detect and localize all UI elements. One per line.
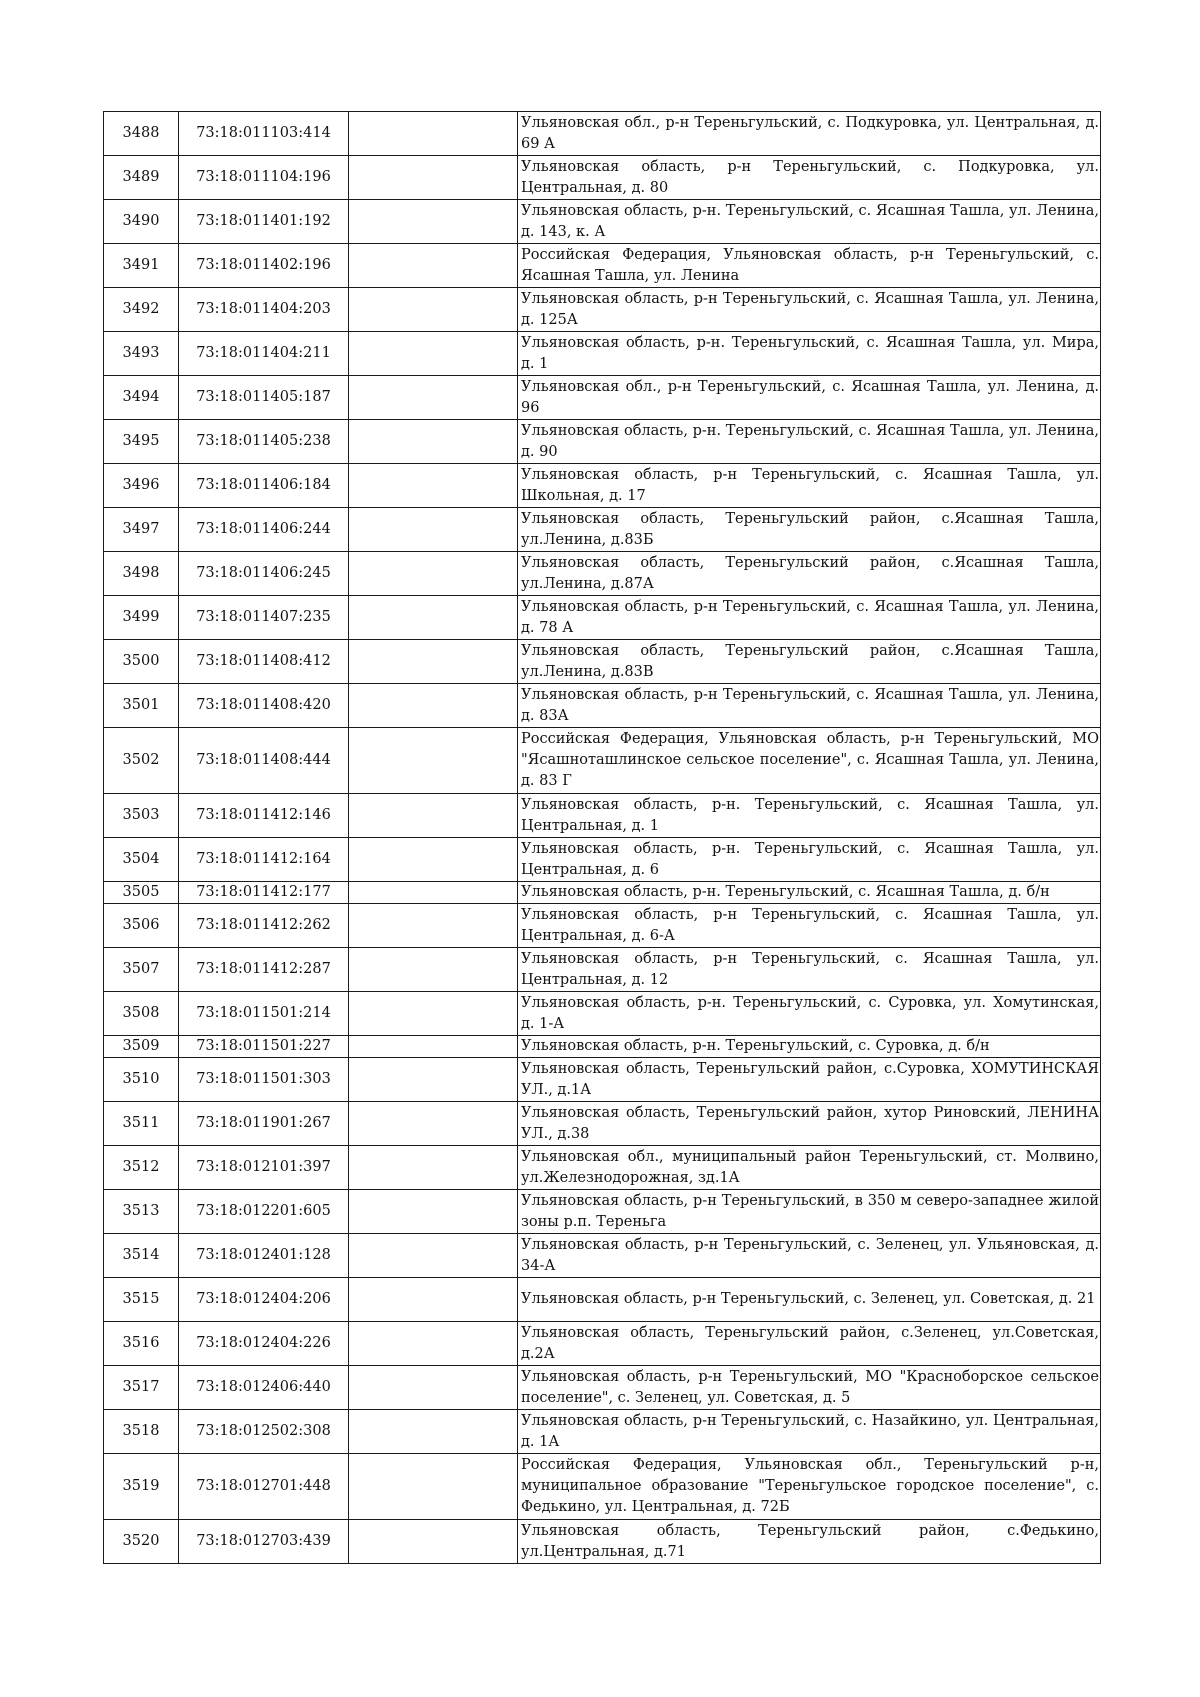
row-number-cell: 3499 [104,596,179,640]
address-cell [518,838,1101,882]
cadastral-number-cell: 73:18:011401:192 [179,200,349,244]
table-row [104,1058,1101,1102]
table-row [104,332,1101,376]
cadastral-number-cell: 73:18:011405:187 [179,376,349,420]
cadastral-number-cell: 73:18:011408:412 [179,640,349,684]
row-number-cell: 3495 [104,420,179,464]
table-row [104,1190,1101,1234]
row-number-cell: 3496 [104,464,179,508]
empty-cell [349,1454,518,1520]
address-cell [518,112,1101,156]
cadastral-number-cell: 73:18:011104:196 [179,156,349,200]
address-text: Ульяновская область, Тереньгульский район, с.Ясашная Ташла, ул.Ленина, д.83Б [521,510,1099,548]
registry-table [103,111,1101,1564]
address-cell [518,684,1101,728]
row-number-cell: 3488 [104,112,179,156]
row-number-cell: 3512 [104,1146,179,1190]
address-text: Ульяновская обл., муниципальный район Тереньгульский, ст. Молвино, ул.Железнодорожная, зд.1А [521,1148,1099,1186]
empty-cell [349,1520,518,1564]
cadastral-number-cell: 73:18:012101:397 [179,1146,349,1190]
empty-cell [349,838,518,882]
table-row [104,112,1101,156]
address-text: Российская Федерация, Ульяновская область, р-н Тереньгульский, МО "Ясашноташлинское сельское поселение", с. Ясашная Ташла, ул. Ленина, д. 83 Г [521,731,1099,789]
cadastral-number-cell: 73:18:011412:287 [179,948,349,992]
row-number-cell: 3489 [104,156,179,200]
registry-table-body [104,112,1101,1564]
cadastral-number-cell: 73:18:011408:444 [179,728,349,794]
address-text: Ульяновская область, р-н. Тереньгульский, с. Ясашная Ташла, ул. Ленина, д. 90 [521,422,1099,460]
row-number-cell: 3502 [104,728,179,794]
address-cell [518,288,1101,332]
empty-cell [349,904,518,948]
address-text: Ульяновская область, р-н Тереньгульский, с. Ясашная Ташла, ул. Школьная, д. 17 [521,466,1099,504]
empty-cell [349,882,518,904]
row-number-cell: 3520 [104,1520,179,1564]
address-text: Ульяновская область, Тереньгульский район, с.Зеленец, ул.Советская, д.2А [521,1324,1099,1362]
table-row [104,728,1101,794]
row-number-cell: 3519 [104,1454,179,1520]
address-cell [518,508,1101,552]
table-row [104,464,1101,508]
address-cell [518,1322,1101,1366]
address-text: Ульяновская область, р-н. Тереньгульский, с. Ясашная Ташла, ул. Ленина, д. 143, к. А [521,202,1099,240]
row-number-cell: 3513 [104,1190,179,1234]
cadastral-number-cell: 73:18:011402:196 [179,244,349,288]
address-cell [518,376,1101,420]
table-row [104,1454,1101,1520]
address-cell [518,1410,1101,1454]
cadastral-number-cell: 73:18:011407:235 [179,596,349,640]
row-number-cell: 3506 [104,904,179,948]
empty-cell [349,1410,518,1454]
empty-cell [349,244,518,288]
address-text: Ульяновская обл., р-н Тереньгульский, с. Ясашная Ташла, ул. Ленина, д. 96 [521,378,1099,416]
table-row [104,596,1101,640]
address-cell [518,882,1101,904]
cadastral-number-cell: 73:18:011406:245 [179,552,349,596]
address-cell [518,1454,1101,1520]
table-row [104,1520,1101,1564]
address-text: Ульяновская обл., р-н Тереньгульский, с. Подкуровка, ул. Центральная, д. 69 А [521,114,1099,152]
empty-cell [349,1278,518,1322]
row-number-cell: 3507 [104,948,179,992]
empty-cell [349,332,518,376]
cadastral-number-cell: 73:18:012401:128 [179,1234,349,1278]
empty-cell [349,640,518,684]
row-number-cell: 3493 [104,332,179,376]
row-number-cell: 3490 [104,200,179,244]
address-text: Ульяновская область, р-н. Тереньгульский, с. Ясашная Ташла, ул. Центральная, д. 6 [521,840,1099,878]
cadastral-number-cell: 73:18:012406:440 [179,1366,349,1410]
address-text: Ульяновская область, р-н Тереньгульский, с. Назайкино, ул. Центральная, д. 1А [521,1412,1099,1450]
row-number-cell: 3509 [104,1036,179,1058]
table-row [104,376,1101,420]
address-cell [518,1278,1101,1322]
row-number-cell: 3501 [104,684,179,728]
address-text: Ульяновская область, р-н. Тереньгульский, с. Ясашная Ташла, д. б/н [521,884,1050,900]
table-row [104,948,1101,992]
address-text: Ульяновская область, р-н Тереньгульский, с. Ясашная Ташла, ул. Центральная, д. 12 [521,950,1099,988]
table-row [104,1322,1101,1366]
empty-cell [349,596,518,640]
address-cell [518,948,1101,992]
address-text: Ульяновская область, р-н Тереньгульский, с. Ясашная Ташла, ул. Ленина, д. 78 А [521,598,1099,636]
address-cell [518,904,1101,948]
address-cell [518,200,1101,244]
address-text: Ульяновская область, Тереньгульский район, с.Суровка, ХОМУТИНСКАЯ УЛ., д.1А [521,1060,1099,1098]
empty-cell [349,464,518,508]
table-row [104,794,1101,838]
address-cell [518,156,1101,200]
empty-cell [349,1146,518,1190]
row-number-cell: 3492 [104,288,179,332]
address-cell [518,1190,1101,1234]
row-number-cell: 3505 [104,882,179,904]
address-cell [518,640,1101,684]
empty-cell [349,684,518,728]
row-number-cell: 3498 [104,552,179,596]
cadastral-number-cell: 73:18:012502:308 [179,1410,349,1454]
cadastral-number-cell: 73:18:011901:267 [179,1102,349,1146]
table-row [104,882,1101,904]
empty-cell [349,948,518,992]
cadastral-number-cell: 73:18:011412:164 [179,838,349,882]
address-text: Ульяновская область, р-н Тереньгульский, с. Ясашная Ташла, ул. Ленина, д. 83А [521,686,1099,724]
row-number-cell: 3515 [104,1278,179,1322]
address-cell [518,1366,1101,1410]
address-cell [518,1036,1101,1058]
table-row [104,992,1101,1036]
address-text: Ульяновская область, Тереньгульский район, с.Ясашная Ташла, ул.Ленина, д.87А [521,554,1099,592]
table-row [104,1234,1101,1278]
cadastral-number-cell: 73:18:012701:448 [179,1454,349,1520]
address-cell [518,1146,1101,1190]
address-text: Ульяновская область, р-н Тереньгульский, с. Ясашная Ташла, ул. Центральная, д. 6-А [521,906,1099,944]
table-row [104,1278,1101,1322]
address-cell [518,420,1101,464]
empty-cell [349,288,518,332]
empty-cell [349,794,518,838]
row-number-cell: 3516 [104,1322,179,1366]
row-number-cell: 3518 [104,1410,179,1454]
empty-cell [349,508,518,552]
cadastral-number-cell: 73:18:011412:262 [179,904,349,948]
empty-cell [349,1036,518,1058]
table-row [104,420,1101,464]
address-text: Ульяновская область, р-н Тереньгульский, с. Зеленец, ул. Советская, д. 21 [521,1291,1096,1307]
table-row [104,156,1101,200]
address-cell [518,596,1101,640]
row-number-cell: 3517 [104,1366,179,1410]
cadastral-number-cell: 73:18:011501:227 [179,1036,349,1058]
address-cell [518,1234,1101,1278]
row-number-cell: 3491 [104,244,179,288]
empty-cell [349,992,518,1036]
address-text: Российская Федерация, Ульяновская область, р-н Тереньгульский, с. Ясашная Ташла, ул. Ленина [521,246,1099,284]
empty-cell [349,376,518,420]
empty-cell [349,1102,518,1146]
cadastral-number-cell: 73:18:011404:203 [179,288,349,332]
cadastral-number-cell: 73:18:012703:439 [179,1520,349,1564]
table-row [104,838,1101,882]
address-cell [518,332,1101,376]
table-row [104,552,1101,596]
empty-cell [349,200,518,244]
address-cell [518,794,1101,838]
row-number-cell: 3508 [104,992,179,1036]
row-number-cell: 3504 [104,838,179,882]
address-cell [518,728,1101,794]
cadastral-number-cell: 73:18:011404:211 [179,332,349,376]
table-row [104,508,1101,552]
table-row [104,684,1101,728]
empty-cell [349,1058,518,1102]
empty-cell [349,552,518,596]
table-row [104,244,1101,288]
cadastral-number-cell: 73:18:012404:206 [179,1278,349,1322]
address-text: Ульяновская область, Тереньгульский район, с.Федькино, ул.Центральная, д.71 [521,1522,1099,1560]
address-cell [518,552,1101,596]
table-row [104,200,1101,244]
cadastral-number-cell: 73:18:011406:244 [179,508,349,552]
empty-cell [349,1190,518,1234]
address-text: Ульяновская область, р-н Тереньгульский, в 350 м северо-западнее жилой зоны р.п. Тереньга [521,1192,1099,1230]
address-cell [518,1102,1101,1146]
address-text: Ульяновская область, р-н. Тереньгульский, с. Ясашная Ташла, ул. Центральная, д. 1 [521,796,1099,834]
address-cell [518,464,1101,508]
table-row [104,1036,1101,1058]
table-row [104,288,1101,332]
address-text: Ульяновская область, р-н. Тереньгульский, с. Ясашная Ташла, ул. Мира, д. 1 [521,334,1099,372]
empty-cell [349,112,518,156]
table-row [104,1366,1101,1410]
address-text: Ульяновская область, р-н Тереньгульский, МО "Красноборское сельское поселение", с. Зеленец, ул. Советская, д. 5 [521,1368,1099,1406]
cadastral-number-cell: 73:18:011408:420 [179,684,349,728]
row-number-cell: 3514 [104,1234,179,1278]
cadastral-number-cell: 73:18:011405:238 [179,420,349,464]
empty-cell [349,156,518,200]
empty-cell [349,1322,518,1366]
row-number-cell: 3497 [104,508,179,552]
address-text: Ульяновская область, р-н. Тереньгульский, с. Суровка, д. б/н [521,1038,990,1054]
address-text: Ульяновская область, р-н Тереньгульский, с. Ясашная Ташла, ул. Ленина, д. 125А [521,290,1099,328]
cadastral-number-cell: 73:18:011412:146 [179,794,349,838]
table-row [104,1102,1101,1146]
row-number-cell: 3500 [104,640,179,684]
row-number-cell: 3503 [104,794,179,838]
address-cell [518,1058,1101,1102]
address-cell [518,992,1101,1036]
cadastral-number-cell: 73:18:012404:226 [179,1322,349,1366]
empty-cell [349,1234,518,1278]
row-number-cell: 3510 [104,1058,179,1102]
row-number-cell: 3494 [104,376,179,420]
address-cell [518,1520,1101,1564]
row-number-cell: 3511 [104,1102,179,1146]
table-row [104,1146,1101,1190]
cadastral-number-cell: 73:18:011501:303 [179,1058,349,1102]
table-row [104,640,1101,684]
empty-cell [349,420,518,464]
empty-cell [349,1366,518,1410]
address-text: Российская Федерация, Ульяновская обл., Тереньгульский р-н, муниципальное образование "Тереньгульское городское поселение", с. Федькино, ул. Центральная, д. 72Б [521,1457,1099,1515]
address-text: Ульяновская область, р-н. Тереньгульский, с. Суровка, ул. Хомутинская, д. 1-А [521,994,1099,1032]
address-text: Ульяновская область, р-н Тереньгульский, с. Зеленец, ул. Ульяновская, д. 34-А [521,1236,1099,1274]
address-text: Ульяновская область, р-н Тереньгульский, с. Подкуровка, ул. Центральная, д. 80 [521,158,1099,196]
cadastral-number-cell: 73:18:011412:177 [179,882,349,904]
address-text: Ульяновская область, Тереньгульский район, с.Ясашная Ташла, ул.Ленина, д.83В [521,642,1099,680]
cadastral-number-cell: 73:18:012201:605 [179,1190,349,1234]
table-row [104,904,1101,948]
cadastral-number-cell: 73:18:011501:214 [179,992,349,1036]
address-text: Ульяновская область, Тереньгульский район, хутор Риновский, ЛЕНИНА УЛ., д.38 [521,1104,1099,1142]
address-cell [518,244,1101,288]
cadastral-number-cell: 73:18:011406:184 [179,464,349,508]
table-row [104,1410,1101,1454]
empty-cell [349,728,518,794]
cadastral-number-cell: 73:18:011103:414 [179,112,349,156]
